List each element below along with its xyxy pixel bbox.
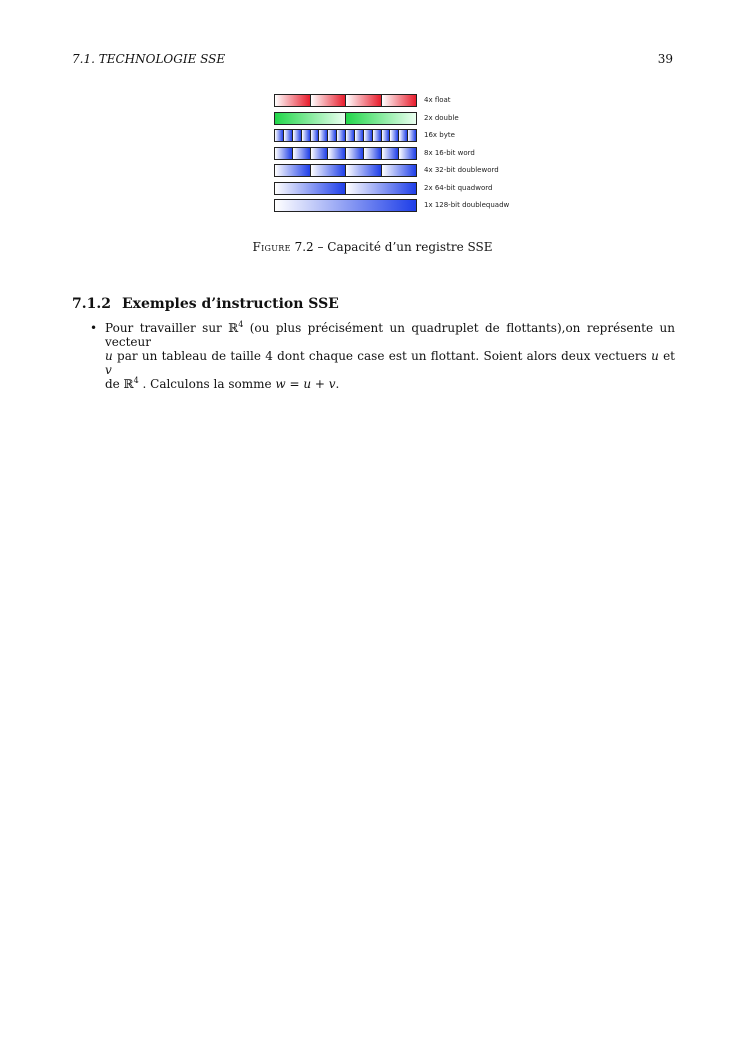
subsection-title: Exemples d’instruction SSE bbox=[122, 296, 339, 312]
text-run: et bbox=[658, 349, 675, 363]
subsection-number: 7.1.2 bbox=[72, 296, 111, 312]
page-number: 39 bbox=[657, 52, 673, 66]
register-cell bbox=[284, 130, 293, 141]
superscript: 4 bbox=[238, 320, 244, 329]
register-row bbox=[274, 182, 694, 196]
register-row bbox=[274, 147, 694, 161]
register-cell bbox=[399, 148, 416, 159]
reals-symbol: ℝ bbox=[123, 377, 134, 391]
text-run: par un tableau de taille 4 dont chaque case est un flottant. Soient alors deux vectuers bbox=[112, 349, 652, 363]
bullet-icon: • bbox=[90, 321, 98, 335]
register-cell bbox=[346, 130, 355, 141]
text-run: . Calculons la somme bbox=[138, 377, 276, 391]
register-label: 16x byte bbox=[424, 131, 455, 139]
register-cell bbox=[337, 130, 346, 141]
text-run: . bbox=[335, 377, 340, 391]
math-var: u bbox=[105, 349, 113, 363]
math-var: v bbox=[105, 363, 112, 377]
figure-label: Figure bbox=[252, 240, 291, 254]
register-row bbox=[274, 164, 694, 178]
register-cell bbox=[382, 95, 417, 106]
register-cell bbox=[346, 148, 364, 159]
register-cell bbox=[346, 95, 382, 106]
register-label: 2x double bbox=[424, 113, 459, 122]
list-item bbox=[90, 321, 675, 391]
register-cell bbox=[275, 165, 311, 176]
register-cell bbox=[302, 130, 311, 141]
register-bar bbox=[274, 129, 417, 142]
register-bar bbox=[274, 164, 417, 177]
register-row bbox=[274, 199, 694, 213]
superscript: 4 bbox=[133, 376, 139, 385]
register-row bbox=[274, 94, 694, 108]
register-cell bbox=[382, 148, 400, 159]
register-cell bbox=[275, 95, 311, 106]
register-cell bbox=[275, 183, 346, 194]
register-cell bbox=[346, 183, 416, 194]
text-run: (ou plus précisément un quadruplet de flottants),on représente un vecteur bbox=[105, 321, 676, 349]
text-run: de bbox=[105, 377, 124, 391]
register-cell bbox=[364, 130, 373, 141]
figure-caption bbox=[0, 240, 745, 254]
figure-caption-text: 7.2 – Capacité d’un registre SSE bbox=[290, 240, 493, 254]
register-row bbox=[274, 129, 694, 143]
register-cell bbox=[355, 130, 364, 141]
subsection-heading bbox=[72, 296, 339, 312]
register-cell bbox=[311, 165, 347, 176]
register-cell bbox=[346, 113, 416, 124]
register-bar bbox=[274, 199, 417, 212]
register-label: 4x 32-bit doubleword bbox=[424, 166, 499, 174]
register-cell bbox=[364, 148, 382, 159]
register-cell bbox=[293, 130, 302, 141]
register-bar bbox=[274, 112, 417, 125]
math-expression: w = u + v bbox=[275, 377, 336, 391]
register-cell bbox=[293, 148, 311, 159]
bullet-line-2 bbox=[105, 349, 675, 377]
register-bar bbox=[274, 94, 417, 107]
register-cell bbox=[275, 148, 293, 159]
sse-register-figure bbox=[274, 94, 534, 219]
register-cell bbox=[311, 148, 329, 159]
section-title: 7.1. TECHNOLOGIE SSE bbox=[72, 52, 226, 66]
register-bar bbox=[274, 147, 417, 160]
register-cell bbox=[275, 130, 284, 141]
register-label: 8x 16-bit word bbox=[424, 148, 475, 157]
register-cell bbox=[328, 148, 346, 159]
text-run: Pour travailler sur bbox=[105, 321, 229, 335]
bullet-line-1 bbox=[105, 321, 675, 349]
register-cell bbox=[328, 130, 337, 141]
register-cell bbox=[346, 165, 382, 176]
reals-symbol: ℝ bbox=[228, 321, 239, 335]
register-label: 2x 64-bit quadword bbox=[424, 183, 493, 192]
math-var: u bbox=[651, 349, 659, 363]
register-cell bbox=[382, 165, 417, 176]
register-cell bbox=[319, 130, 328, 141]
register-cell bbox=[390, 130, 399, 141]
register-label: 1x 128-bit doublequadw bbox=[424, 201, 510, 209]
register-cell bbox=[275, 200, 416, 211]
register-label: 4x float bbox=[424, 96, 451, 104]
running-header bbox=[72, 52, 673, 68]
register-cell bbox=[311, 95, 347, 106]
register-cell bbox=[275, 113, 346, 124]
bullet-line-3 bbox=[105, 377, 675, 391]
register-cell bbox=[408, 130, 416, 141]
register-row bbox=[274, 112, 694, 126]
register-cell bbox=[311, 130, 320, 141]
bullet-text bbox=[105, 321, 675, 391]
register-cell bbox=[382, 130, 391, 141]
register-bar bbox=[274, 182, 417, 195]
register-cell bbox=[373, 130, 382, 141]
register-cell bbox=[399, 130, 408, 141]
